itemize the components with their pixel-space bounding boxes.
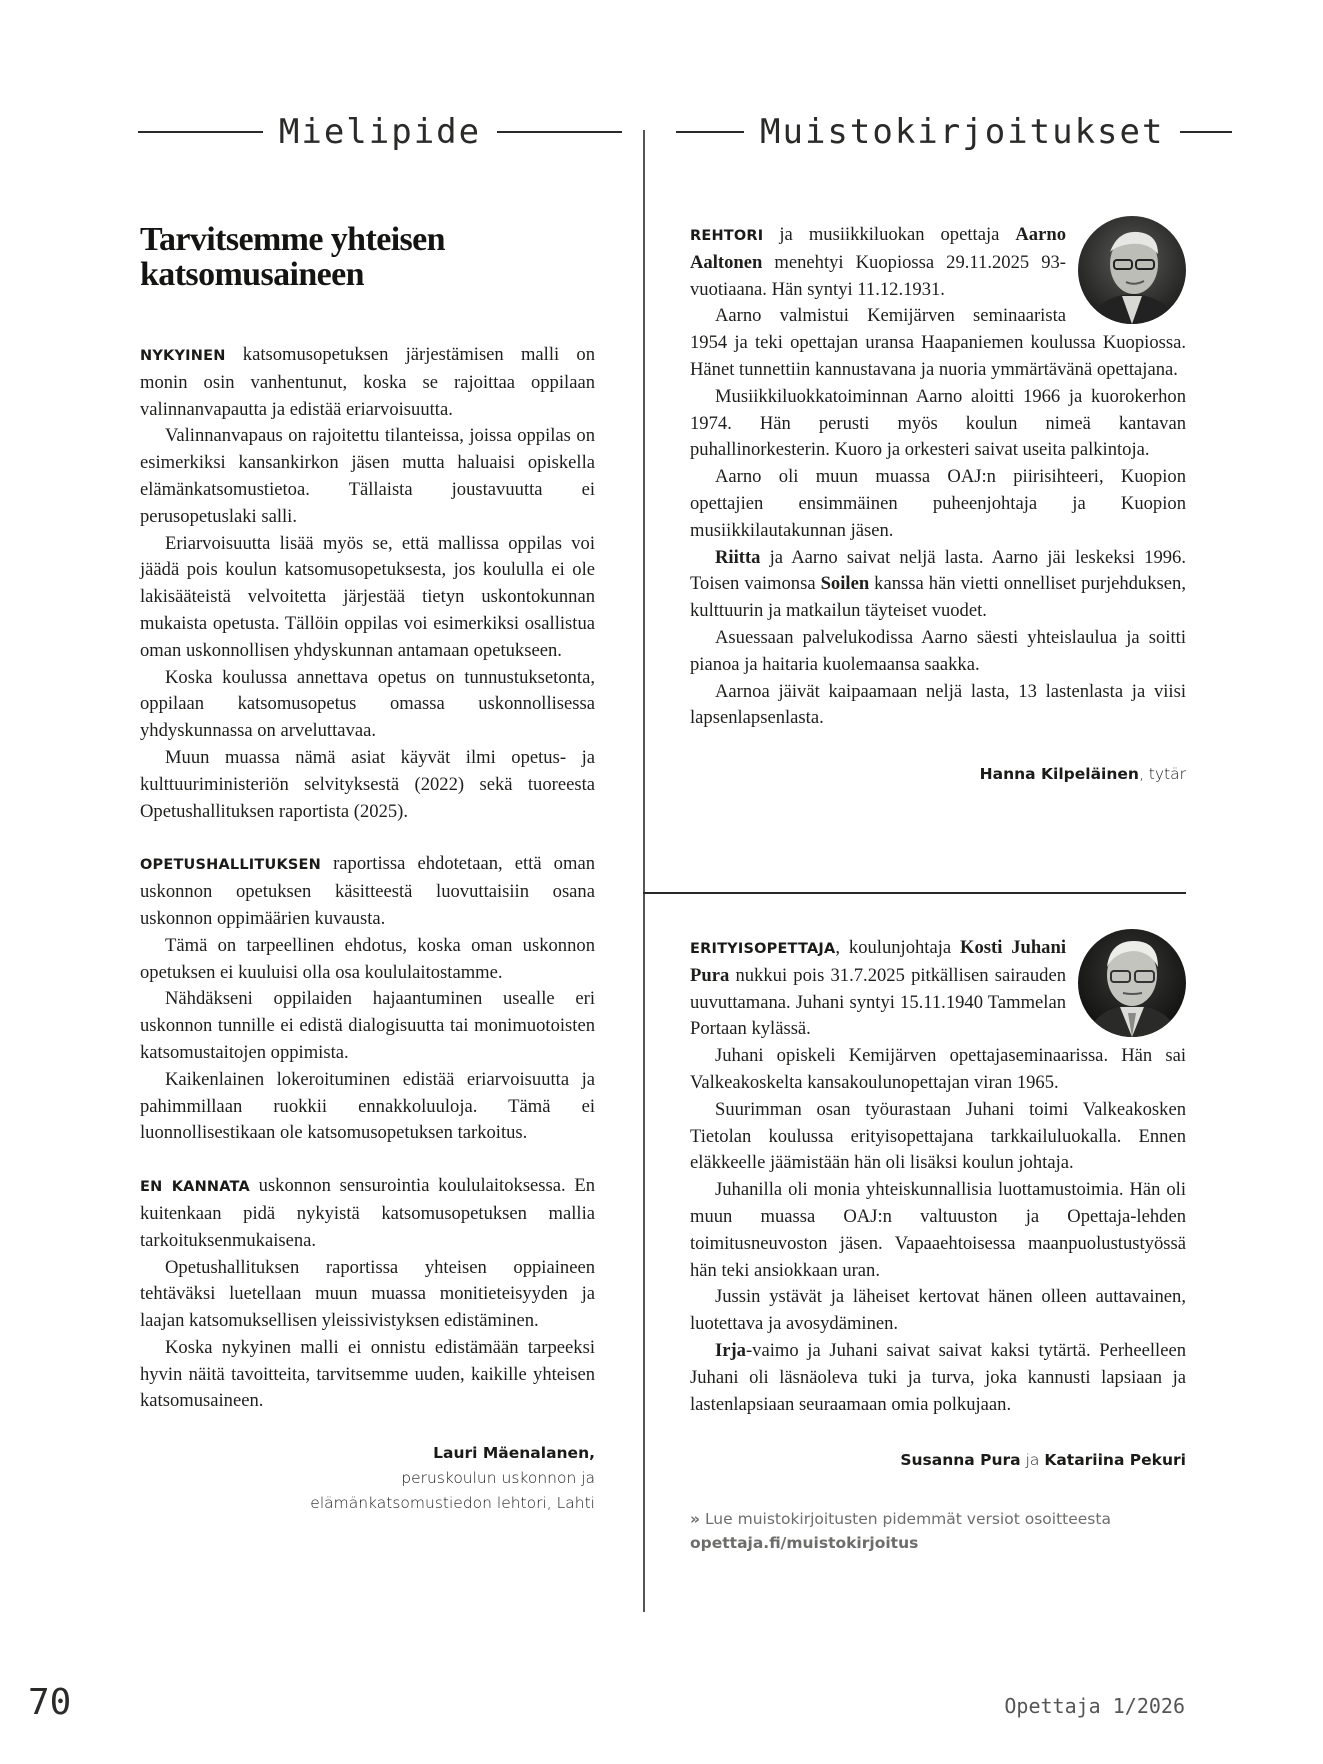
paragraph: Jussin ystävät ja läheiset kertovat hänen olleen auttavainen, luotettava ja avosydäminen. <box>690 1286 1186 1335</box>
issue-label: Opettaja 1/2026 <box>1004 1694 1185 1718</box>
intro-text: , koulunjohtaja <box>835 937 960 958</box>
paragraph: Tämä on tarpeellinen ehdotus, koska oman uskonnon opetuksen ei kuuluisi olla osa koululaitostamme. <box>140 934 595 983</box>
family-text: ja Aarno saivat neljä lasta. Aarno jäi leskeksi 1996. Toisen vaimonsa <box>690 546 1186 595</box>
deceased-name: Aarno Aaltonen <box>690 224 1066 273</box>
lead-text: raportissa ehdotetaan, että oman uskonnon opetuksen käsitteestä luovuttaisiin osana uskonnon oppimäärien kuvausta. <box>140 853 595 929</box>
paragraph: Asuessaan palvelukodissa Aarno säesti yhteislaulua ja soitti pianoa ja haitaria kuolemaansa saakka. <box>690 626 1186 675</box>
double-chevron-right-icon: » <box>690 1510 701 1529</box>
section-header-obituaries <box>676 112 1186 152</box>
section-title-opinion: Mielipide <box>278 112 482 152</box>
spouse-name: Irja <box>715 1339 746 1361</box>
spouse-name: Soilen <box>820 573 870 595</box>
intro-text: ja musiikkiluokan opettaja <box>763 224 1016 245</box>
obituary-divider-horizontal <box>643 892 1186 894</box>
portrait-photo-icon <box>1078 216 1186 324</box>
obituary-pura <box>690 935 1186 1555</box>
paragraph: Valinnanvapaus on rajoitettu tilanteissa, joissa oppilas on esimerkiksi kansankirkon jäsen mutta haluaisi opiskella elämänkatsomustietoa. Tällaista joustavuutta ei perusopetuslaki salli. <box>140 425 595 527</box>
paragraph: Eriarvoisuutta lisää myös se, että mallissa oppilas voi jäädä pois koulun katsomusopetuksesta, jos koululla ei ole lakisääteistä velvoitetta järjestää tietyn uskontokunnan mukaista opetusta. Tällöin oppilas voi esimerkiksi osallistua oman uskonnollisen yhdyskunnan antamaan opetukseen. <box>140 532 595 661</box>
family-paragraph <box>690 545 1186 625</box>
header-rule-left <box>138 131 263 133</box>
column-divider-vertical <box>643 130 645 1612</box>
lead-text: uskonnon sensurointia koululaitoksessa. En kuitenkaan pidä nykyistä katsomusopetuksen mallia tarkoituksenmukaisena. <box>140 1175 596 1251</box>
lead-word: NYKYINEN <box>140 348 226 364</box>
lead-paragraph <box>140 851 595 932</box>
header-rule-right <box>1180 131 1232 133</box>
section-header-opinion <box>138 112 622 152</box>
lead-word: ERITYISOPETTAJA <box>690 941 836 957</box>
opinion-article <box>140 222 595 1516</box>
paragraph: Aarno valmistui Kemijärven seminaarista 1954 ja teki opettajan uransa Haapaniemen koulussa Kuopiossa. Hänet tunnettiin kannustavana ja nuoria ymmärtävänä opettajana. <box>690 305 1186 380</box>
article-block-1 <box>140 342 595 825</box>
author-name: Lauri Mäenalanen, <box>433 1444 595 1463</box>
paragraph: Muun muassa nämä asiat käyvät ilmi opetus- ja kulttuuriministeriön selvityksestä (2022) sekä tuoreesta Opetushallituksen raportista (2025). <box>140 746 595 822</box>
more-info-note <box>690 1507 1186 1555</box>
author-role-line-1: peruskoulun uskonnon ja <box>401 1469 595 1488</box>
paragraph: Suurimman osan työurastaan Juhani toimi Valkeakosken Tietolan koulussa erityisopettajana tarkkailuluokalla. Ennen eläkkeelle jäämistään hän oli lisäksi koulun johtaja. <box>690 1098 1186 1174</box>
author-signature <box>140 1441 595 1516</box>
paragraph: Juhanilla oli monia yhteiskunnallisia luottamustoimia. Hän oli muun muassa OAJ:n valtuuston ja Opettaja-lehden toimitusneuvoston jäsen. Vapaaehtoisessa maanpuolustustyössä hän teki ansiokkaan uran. <box>690 1179 1186 1281</box>
lead-word: OPETUSHALLITUKSEN <box>140 857 321 874</box>
header-rule-right <box>497 131 622 133</box>
signature-name: Hanna Kilpeläinen <box>979 765 1139 784</box>
article-block-3 <box>140 1173 595 1415</box>
paragraph: Koska nykyinen malli ei onnistu edistämään tarpeeksi hyvin näitä tavoitteita, tarvitsemme uuden, kaikille yhteisen katsomusaineen. <box>140 1336 595 1412</box>
article-block-2 <box>140 851 595 1147</box>
lead-paragraph <box>140 1173 595 1254</box>
lead-paragraph <box>140 342 595 423</box>
author-role-line-2: elämänkatsomustiedon lehtori, Lahti <box>310 1494 595 1513</box>
paragraph: Opetushallituksen raportissa yhteisen oppiaineen tehtäväksi luetellaan muun muassa monitieteisyyden ja laajan katsomuksellisen yleissivistyksen edistäminen. <box>140 1256 595 1332</box>
paragraph: Koska koulussa annettava opetus on tunnustuksetonta, oppilaan katsomusopetus omassa uskonnollisessa yhdyskunnassa on arveluttavaa. <box>140 666 595 742</box>
paragraph: Nähdäkseni oppilaiden hajaantuminen usealle eri uskonnon tunnille ei edistä dialogisuutta tai monimuotoisten katsomustaitojen oppimista. <box>140 988 595 1063</box>
obituary-signature <box>690 1448 1186 1473</box>
spouse-name: Riitta <box>715 546 761 568</box>
paragraph: Musiikkiluokkatoiminnan Aarno aloitti 1966 ja kuorokerhon 1974. Hän perusti myös koulun nimeä kantavan puhallinorkesterin. Kuoro ja orkesteri saivat useita palkintoja. <box>690 385 1186 461</box>
intro-text: menehtyi Kuopiossa 29.11.2025 93-vuotiaana. Hän syntyi 11.12.1931. <box>690 251 1066 300</box>
signature-role: , tytär <box>1138 765 1186 784</box>
lead-word: REHTORI <box>690 228 764 244</box>
signature-join: ja <box>1020 1451 1045 1470</box>
obituary-aaltonen <box>690 222 1186 787</box>
lead-word: EN KANNATA <box>140 1179 250 1196</box>
intro-text: nukkui pois 31.7.2025 pitkällisen sairauden uuvuttamana. Juhani syntyi 15.11.1940 Tammelan Portaan kylässä. <box>690 964 1066 1040</box>
article-title: Tarvitsemme yhteisen katsomusaineen <box>140 221 445 293</box>
paragraph: Juhani opiskeli Kemijärven opettajaseminaarissa. Hän sai Valkeakoskelta kansakoulunopettajan viran 1965. <box>690 1045 1186 1093</box>
paragraph: Kaikenlainen lokeroituminen edistää eriarvoisuutta ja pahimmillaan ruokkii ennakkoluuloja. Tämä ei luonnollisestikaan ole katsomusopetuksen tarkoitus. <box>140 1068 595 1144</box>
lead-text: katsomusopetuksen järjestämisen malli on monin osin vanhentunut, koska se rajoittaa oppilaan valinnanvapautta ja edistää eriarvoisuutta. <box>140 344 595 420</box>
obituaries-link[interactable]: opettaja.fi/muistokirjoitus <box>690 1534 919 1553</box>
deceased-name: Kosti Juhani Pura <box>690 937 1066 986</box>
page-number: 70 <box>28 1682 72 1723</box>
signature-name: Susanna Pura <box>900 1451 1021 1470</box>
paragraph: Aarnoa jäivät kaipaamaan neljä lasta, 13 lastenlasta ja viisi lapsenlapsenlasta. <box>690 680 1186 729</box>
family-text: -vaimo ja Juhani saivat saivat kaksi tytärtä. Perheelleen Juhani oli läsnäoleva tuki ja turva, joka kannusti lapsiaan ja lastenlapsiaan seuraamaan omia polkujaan. <box>690 1339 1186 1415</box>
note-text: Lue muistokirjoitusten pidemmät versiot osoitteesta <box>700 1510 1111 1529</box>
obituary-signature <box>690 762 1186 787</box>
family-text: kanssa hän vietti onnelliset purjehduksen, kulttuurin ja matkailun täyteiset vuodet. <box>690 573 1186 622</box>
family-paragraph <box>690 1338 1186 1418</box>
signature-name: Katariina Pekuri <box>1044 1451 1186 1470</box>
section-title-obituaries: Muistokirjoitukset <box>760 112 1165 152</box>
header-rule-left <box>676 131 744 133</box>
paragraph: Aarno oli muun muassa OAJ:n piirisihteeri, Kuopion opettajien ensimmäinen puheenjohtaja ja Kuopion musiikkilautakunnan jäsen. <box>690 466 1186 541</box>
portrait-photo-icon <box>1078 929 1186 1037</box>
